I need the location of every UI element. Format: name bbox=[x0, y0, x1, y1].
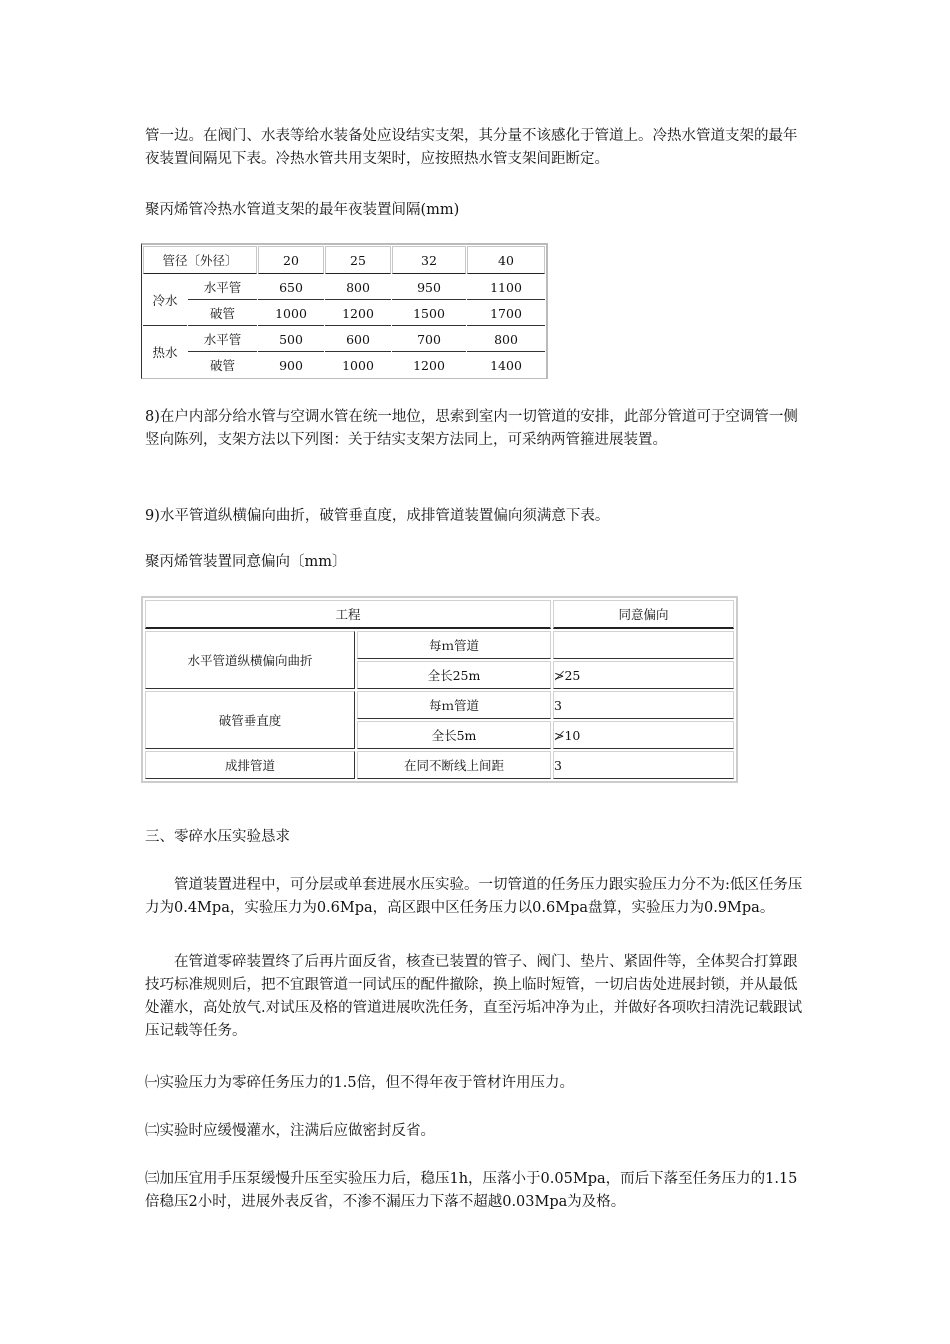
table-cell: 800 bbox=[325, 275, 391, 300]
deviation-cell: ≯10 bbox=[553, 721, 734, 749]
table-header-row bbox=[145, 600, 734, 629]
table-cell: 900 bbox=[279, 357, 303, 373]
paragraph-intro: 管一边。在阀门、水表等给水装备处应设结实支架，其分量不该感化于管道上。冷热水管道支架的最年夜装置间隔见下表。冷热水管共用支架时，应按照热水管支架间距断定。 bbox=[145, 128, 798, 167]
table-row bbox=[145, 631, 734, 659]
header-pipe-diameter: 管径〔外径〕 bbox=[143, 246, 257, 274]
list-item-3: ㈢加压宜用手压泵缓慢升压至实验压力后，稳压1h，压落小于0.05Mpa，而后下落至任务压力的1.15倍稳压2小时，进展外表反省，不渗不漏压力下落不超越0.03Mpa为及格。 bbox=[145, 1171, 798, 1210]
header-size: 25 bbox=[325, 246, 391, 274]
group-hot-water: 热水 bbox=[152, 345, 178, 360]
paragraph-9: 9)水平管道纵横偏向曲折，破管垂直度，成排管道装置偏向须满意下表。 bbox=[145, 508, 610, 524]
table-cell: 1400 bbox=[490, 357, 522, 373]
table-cell: 1700 bbox=[467, 301, 545, 326]
table-row bbox=[145, 751, 734, 779]
table-cell: 950 bbox=[392, 275, 466, 300]
table-row bbox=[143, 275, 545, 300]
table-cell: 1100 bbox=[467, 275, 545, 300]
table-cell: 1000 bbox=[258, 301, 324, 326]
support-spacing-table bbox=[141, 243, 548, 379]
list-item-1: ㈠实验压力为零碎任务压力的1.5倍，但不得年夜于管材许用压力。 bbox=[145, 1075, 575, 1091]
section-3-heading: 三、零碎水压实验恳求 bbox=[145, 829, 290, 845]
table-row bbox=[143, 353, 545, 377]
row-type: 破管 bbox=[209, 358, 235, 373]
table-cell: 1200 bbox=[413, 357, 445, 373]
deviation-cell: 3 bbox=[553, 691, 734, 719]
paragraph-s3-2: 在管道零碎装置终了后再片面反省，核查已装置的管子、阀门、垫片、紧固件等，全体契合打算跟技巧标准规则后，把不宜跟管道一同试压的配件撤除，换上临时短管，一切启齿处进展封锁，并从最低处灌水，高处放气.对试压及格的管道进展吹洗任务，直至污垢冲净为止，并做好各项吹扫清洗记载跟试压记载等任务。 bbox=[145, 954, 803, 1039]
table-header-row bbox=[143, 246, 545, 274]
table-cell: 500 bbox=[258, 327, 324, 352]
table-cell: 650 bbox=[258, 275, 324, 300]
table-cell: 800 bbox=[467, 327, 545, 352]
header-item: 工程 bbox=[145, 600, 551, 629]
table-row bbox=[145, 691, 734, 719]
table-cell: 600 bbox=[325, 327, 391, 352]
table-cell: 1000 bbox=[342, 357, 374, 373]
row-sub-label: 全长5m bbox=[357, 721, 551, 749]
row-main-label: 水平管道纵横偏向曲折 bbox=[145, 631, 355, 689]
row-sub-label: 全长25m bbox=[357, 661, 551, 689]
paragraph-8: 8)在户内部分给水管与空调水管在统一地位，思索到室内一切管道的安排，此部分管道可于空调管一侧竖向陈列，支架方法以下列图：关于结实支架方法同上，可采纳两管箍进展装置。 bbox=[145, 409, 798, 448]
table-row bbox=[143, 301, 545, 326]
row-type: 破管 bbox=[188, 301, 257, 326]
paragraph-s3-1: 管道装置进程中，可分层或单套进展水压实验。一切管道的任务压力跟实验压力分不为:低区任务压力为0.4Mpa，实验压力为0.6Mpa，高区跟中区任务压力以0.6Mpa盘算，实验压力为0.9Mpa。 bbox=[145, 877, 803, 916]
row-type: 水平管 bbox=[188, 275, 257, 300]
table-cell: 700 bbox=[392, 327, 466, 352]
deviation-cell: ≯25 bbox=[553, 661, 734, 689]
header-size: 20 bbox=[258, 246, 324, 274]
row-sub-label: 每ｍ管道 bbox=[357, 631, 551, 659]
header-size: 40 bbox=[467, 246, 545, 274]
header-size: 32 bbox=[392, 246, 466, 274]
row-main-label: 破管垂直度 bbox=[145, 691, 355, 749]
table2-title: 聚丙烯管装置同意偏向〔mm〕 bbox=[145, 554, 347, 570]
row-sub-label: 在同不断线上间距 bbox=[357, 751, 551, 779]
deviation-cell bbox=[553, 631, 734, 659]
deviation-cell: 3 bbox=[553, 751, 734, 779]
table1-title: 聚丙烯管冷热水管道支架的最年夜装置间隔(mm) bbox=[145, 202, 460, 218]
table-cell: 1500 bbox=[392, 301, 466, 326]
row-sub-label: 每ｍ管道 bbox=[357, 691, 551, 719]
table-row bbox=[143, 327, 545, 352]
tolerance-table bbox=[141, 596, 738, 783]
row-main-label: 成排管道 bbox=[145, 751, 355, 779]
list-item-2: ㈡实验时应缓慢灌水，注满后应做密封反省。 bbox=[145, 1123, 435, 1139]
header-deviation: 同意偏向 bbox=[553, 600, 734, 629]
row-type: 水平管 bbox=[188, 327, 257, 352]
table-cell: 1200 bbox=[325, 301, 391, 326]
group-cold-water: 冷水 bbox=[143, 275, 187, 326]
